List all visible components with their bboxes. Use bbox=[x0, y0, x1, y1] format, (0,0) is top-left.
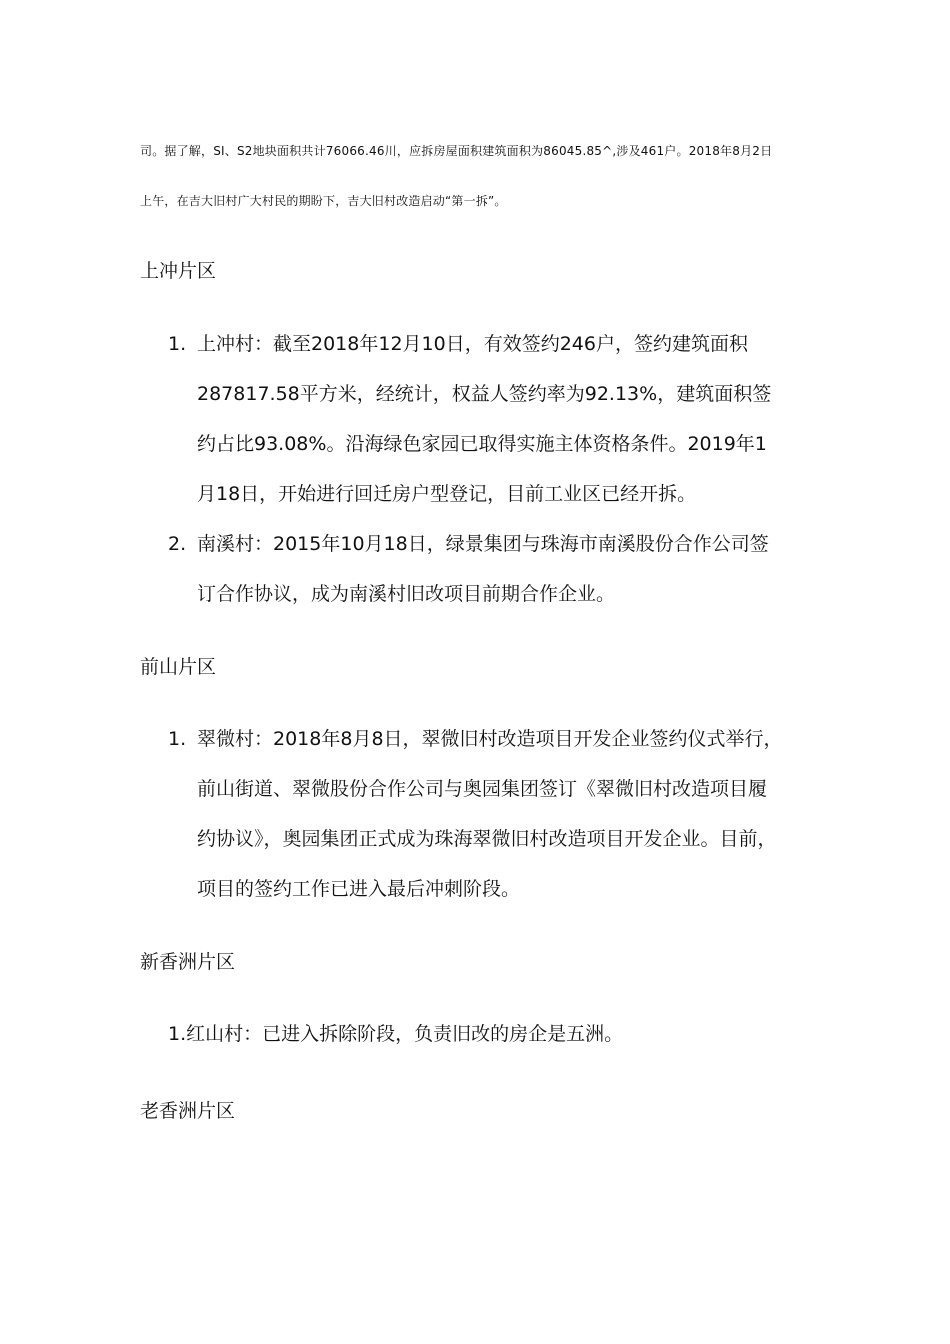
list-item-line: 月18日，开始进行回迁房户型登记，目前工业区已经开拆。 bbox=[197, 483, 697, 505]
section-heading-laoxiangzhou: 老香洲片区 bbox=[140, 1100, 236, 1122]
section-heading-xinxiangzhou: 新香洲片区 bbox=[140, 951, 236, 973]
list-item-line: 订合作协议，成为南溪村旧改项目前期合作企业。 bbox=[197, 583, 616, 605]
intro-line-2: 上午，在吉大旧村广大村民的期盼下，吉大旧村改造启动“第一拆”。 bbox=[140, 194, 507, 208]
list-number: 1. bbox=[168, 728, 187, 750]
intro-line-1: 司。据了解，SI、S2地块面积共计76066.46川，应拆房屋面积建筑面积为86045.85^,涉及461户。2018年8月2日 bbox=[140, 144, 773, 158]
section-heading-qianshan: 前山片区 bbox=[140, 656, 217, 678]
list-item-line: 前山街道、翠微股份合作公司与奥园集团签订《翠微旧村改造项目履 bbox=[197, 778, 768, 800]
list-item-line: 287817.58平方米，经统计，权益人签约率为92.13%，建筑面积签 bbox=[197, 383, 772, 405]
section-heading-shangchong: 上冲片区 bbox=[140, 260, 217, 282]
list-item-line: 上冲村：截至2018年12月10日，有效签约246户，签约建筑面积 bbox=[197, 333, 748, 355]
list-item-line: 项目的签约工作已进入最后冲刺阶段。 bbox=[197, 878, 521, 900]
list-item-line: 约占比93.08%。沿海绿色家园已取得实施主体资格条件。2019年1 bbox=[197, 433, 767, 455]
list-number: 1. bbox=[168, 333, 187, 355]
list-item-line: 1.红山村：已进入拆除阶段，负责旧改的房企是五洲。 bbox=[168, 1023, 624, 1045]
list-number: 2. bbox=[168, 533, 187, 555]
list-item-line: 约协议》，奥园集团正式成为珠海翠微旧村改造项目开发企业。目前， bbox=[197, 828, 777, 850]
list-item-line: 南溪村：2015年10月18日，绿景集团与珠海市南溪股份合作公司签 bbox=[197, 533, 769, 555]
list-item-line: 翠微村：2018年8月8日，翠微旧村改造项目开发企业签约仪式举行， bbox=[197, 728, 783, 750]
